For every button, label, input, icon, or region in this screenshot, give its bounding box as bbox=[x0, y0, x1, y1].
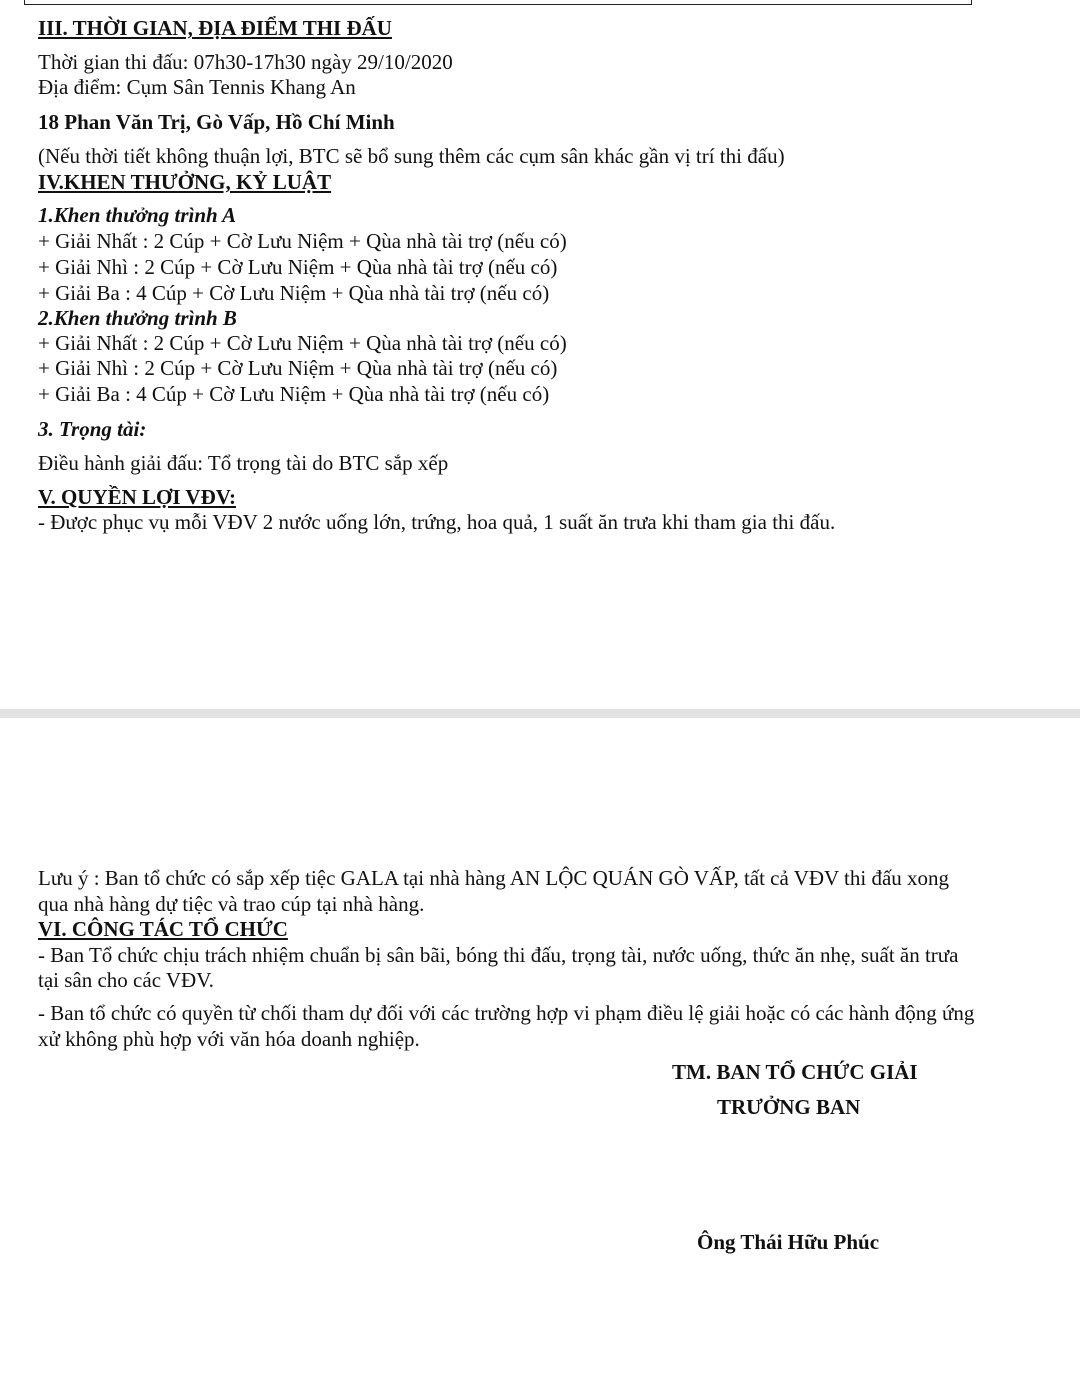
award-group-b-title: 2.Khen thưởng trình B bbox=[38, 306, 237, 330]
signature-name: Ông Thái Hữu Phúc bbox=[697, 1230, 880, 1254]
referee-title: 3. Trọng tài: bbox=[38, 417, 147, 441]
page-divider bbox=[0, 709, 1080, 718]
award-b-item: + Giải Ba : 4 Cúp + Cờ Lưu Niệm + Qùa nhà tài trợ (nếu có) bbox=[38, 382, 550, 406]
organizer-duty-line-2: tại sân cho các VĐV. bbox=[38, 968, 214, 992]
award-a-item: + Giải Nhì : 2 Cúp + Cờ Lưu Niệm + Qùa nhà tài trợ (nếu có) bbox=[38, 255, 558, 279]
organizer-right-line-2: xử không phù hợp với văn hóa doanh nghiệp. bbox=[38, 1027, 420, 1051]
section-5-heading: V. QUYỀN LỢI VĐV: bbox=[38, 485, 236, 509]
gala-note-line-2: qua nhà hàng dự tiệc và trao cúp tại nhà hàng. bbox=[38, 892, 425, 916]
section-3-heading: III. THỜI GIAN, ĐỊA ĐIỂM THI ĐẤU bbox=[38, 16, 392, 40]
section-4-heading: IV.KHEN THƯỞNG, KỶ LUẬT bbox=[38, 170, 332, 194]
signature-role: TRƯỞNG BAN bbox=[717, 1095, 861, 1119]
gala-note-line-1: Lưu ý : Ban tổ chức có sắp xếp tiệc GALA tại nhà hàng AN LỘC QUÁN GÒ VẤP, tất cả VĐV thi đấu xong bbox=[38, 866, 950, 890]
section-6-heading: VI. CÔNG TÁC TỔ CHỨC bbox=[38, 917, 288, 941]
award-group-a-title: 1.Khen thưởng trình A bbox=[38, 203, 237, 227]
organizer-right-line-1: - Ban tổ chức có quyền từ chối tham dự đối với các trường hợp vi phạm điều lệ giải hoặc có các hành động ứng bbox=[38, 1001, 975, 1025]
signature-org: TM. BAN TỔ CHỨC GIẢI bbox=[672, 1060, 918, 1084]
referee-text: Điều hành giải đấu: Tổ trọng tài do BTC sắp xếp bbox=[38, 451, 449, 475]
organizer-duty-line-1: - Ban Tổ chức chịu trách nhiệm chuẩn bị sân bãi, bóng thi đấu, trọng tài, nước uống, thức ăn nhẹ, suất ăn trưa bbox=[38, 943, 959, 967]
award-a-item: + Giải Ba : 4 Cúp + Cờ Lưu Niệm + Qùa nhà tài trợ (nếu có) bbox=[38, 281, 550, 305]
top-frame-edge bbox=[24, 0, 972, 5]
venue: Địa điểm: Cụm Sân Tennis Khang An bbox=[38, 75, 356, 99]
weather-note: (Nếu thời tiết không thuận lợi, BTC sẽ bổ sung thêm các cụm sân khác gần vị trí thi đấu) bbox=[38, 144, 785, 168]
award-b-item: + Giải Nhì : 2 Cúp + Cờ Lưu Niệm + Qùa nhà tài trợ (nếu có) bbox=[38, 356, 558, 380]
competition-time: Thời gian thi đấu: 07h30-17h30 ngày 29/10/2020 bbox=[38, 50, 453, 74]
award-b-item: + Giải Nhất : 2 Cúp + Cờ Lưu Niệm + Qùa nhà tài trợ (nếu có) bbox=[38, 331, 567, 355]
award-a-item: + Giải Nhất : 2 Cúp + Cờ Lưu Niệm + Qùa nhà tài trợ (nếu có) bbox=[38, 229, 567, 253]
address: 18 Phan Văn Trị, Gò Vấp, Hồ Chí Minh bbox=[38, 110, 395, 134]
athlete-benefits: - Được phục vụ mỗi VĐV 2 nước uống lớn, trứng, hoa quả, 1 suất ăn trưa khi tham gia thi đấu. bbox=[38, 510, 836, 534]
